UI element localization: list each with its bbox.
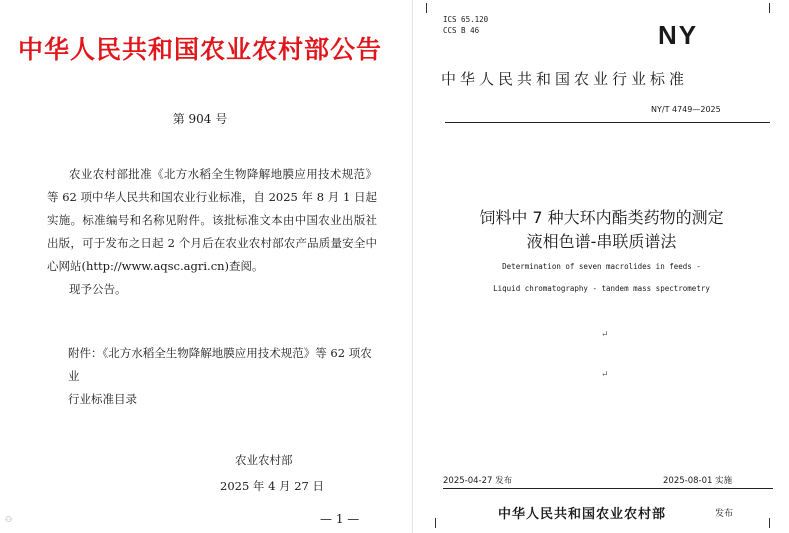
title-line: Liquid chromatography - tandem mass spectrometry [493, 284, 710, 293]
attachment-note [68, 342, 383, 411]
corner-mark-icon: ⚇ [5, 515, 13, 524]
issue-word: 发布 [715, 509, 734, 519]
implement-date: 2025-08-01 实施 [663, 476, 733, 486]
ccs-code: CCS B 46 [443, 26, 480, 35]
announcement-paragraph: 农业农村部批准《北方水稻全生物降解地膜应用技术规范》等 62 项中华人民共和国农业行业标准，自 2025 年 8 月 1 日起实施。标准编号和名称见附件。该批标准文本由中国农业出版社出版，可于发布之日起 2 个月后在农业农村部农产品质量安全中心网站(http://www.aqsc.agri.cn)查阅。 [47, 167, 377, 273]
attachment-line: 附件：《北方水稻全生物降解地膜应用技术规范》等 62 项农业 [68, 346, 372, 383]
title-line: 液相色谱-串联质谱法 [526, 232, 677, 251]
chinese-title [413, 206, 789, 254]
announcement-paragraph: 现予公告。 [69, 282, 127, 296]
crop-mark-icon [435, 518, 446, 528]
announcement-body [47, 163, 377, 301]
announcement-number: 第 904 号 [172, 112, 228, 126]
ny-logo: NY [658, 20, 699, 50]
classification-codes [443, 14, 488, 36]
standard-code: NY/T 4749—2025 [651, 105, 721, 114]
crop-mark-icon [416, 3, 427, 13]
paragraph-mark-icon: ↵ [601, 330, 609, 340]
title-line: Determination of seven macrolides in feeds - [502, 262, 701, 271]
standard-name: 中华人民共和国农业行业标准 [441, 70, 689, 88]
publish-date: 2025-04-27 发布 [443, 476, 513, 486]
crop-mark-icon [769, 3, 780, 13]
issuer: 中华人民共和国农业农村部 [498, 507, 667, 522]
english-title [413, 256, 789, 300]
title-line: 饲料中 7 种大环内酯类药物的测定 [479, 208, 724, 227]
page-number: — 1 — [320, 512, 360, 526]
announcement-header: 中华人民共和国农业农村部公告 [17, 35, 382, 64]
divider [445, 122, 770, 123]
signature-org: 农业农村部 [235, 453, 293, 467]
ics-code: ICS 65.120 [443, 15, 489, 24]
standard-cover-page [412, 0, 789, 533]
crop-mark-icon [769, 518, 780, 528]
signature-date: 2025 年 4 月 27 日 [220, 479, 324, 493]
paragraph-mark-icon: ↵ [601, 370, 609, 380]
divider [443, 488, 773, 489]
attachment-line: 行业标准目录 [68, 392, 137, 406]
